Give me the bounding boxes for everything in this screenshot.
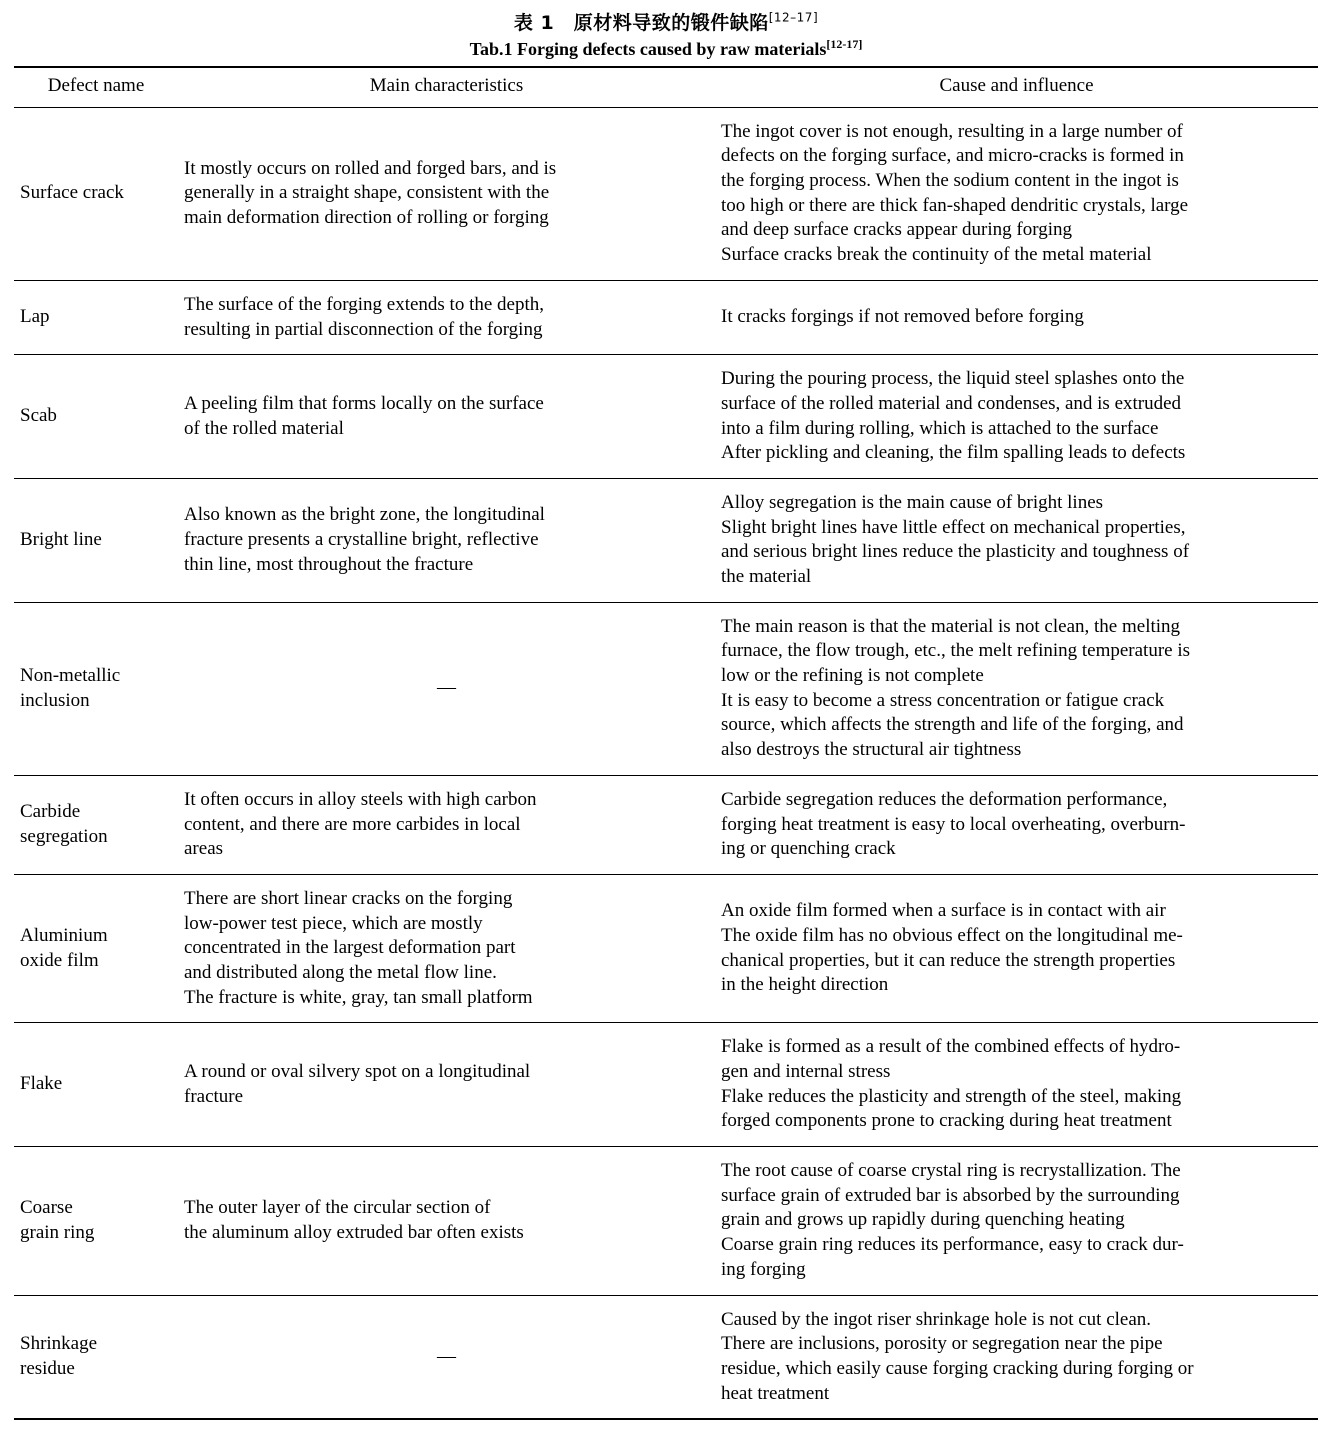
cell-defect-name: [14, 1295, 178, 1419]
text-line: residue: [20, 1357, 75, 1379]
text-line: The fracture is white, gray, tan small platform: [184, 986, 533, 1008]
text-line: Surface cracks break the continuity of the metal material: [721, 244, 1152, 266]
text-line: The oxide film has no obvious effect on the longitudinal me-: [721, 924, 1183, 946]
cell-main-characteristics: [178, 1147, 715, 1295]
text-line: Scab: [20, 405, 57, 427]
text-line: concentrated in the largest deformation part: [184, 937, 516, 959]
text-line: main deformation direction of rolling or forging: [184, 207, 549, 229]
column-header-main-characteristics: Main characteristics: [369, 75, 524, 96]
text-line: low or the refining is not complete: [721, 665, 984, 687]
text-line: Also known as the bright zone, the longitudinal: [184, 504, 545, 526]
table-row: [14, 602, 1318, 775]
text-line: segregation: [20, 825, 108, 847]
cell-main-characteristics: [178, 280, 715, 354]
em-dash-placeholder: —: [437, 677, 456, 699]
cell-cause-and-influence: [715, 1295, 1318, 1419]
text-line: Bright line: [20, 528, 102, 550]
text-line: oxide film: [20, 949, 99, 971]
text-line: A round or oval silvery spot on a longitudinal: [184, 1061, 531, 1082]
text-line: Aluminium: [20, 924, 108, 946]
cell-cause-and-influence: [715, 478, 1318, 602]
text-line: of the rolled material: [184, 417, 344, 439]
text-line: After pickling and cleaning, the film spalling leads to defects: [721, 442, 1186, 464]
text-line: fracture: [184, 1085, 244, 1107]
text-line: It often occurs in alloy steels with high carbon: [184, 788, 537, 810]
text-line: into a film during rolling, which is attached to the surface: [721, 417, 1159, 439]
table-row: [14, 107, 1318, 280]
text-line: and deep surface cracks appear during forging: [721, 219, 1072, 241]
cell-main-characteristics: [178, 355, 715, 479]
cell-defect-name: [14, 602, 178, 775]
text-line: Caused by the ingot riser shrinkage hole is not cut clean.: [721, 1308, 1152, 1330]
text-line: Coarse: [20, 1197, 73, 1219]
text-line: grain ring: [20, 1221, 95, 1243]
table-page: [0, 8, 1332, 1420]
text-line: The surface of the forging extends to the depth,: [184, 293, 545, 315]
cell-defect-name: [14, 1023, 178, 1147]
text-line: defects on the forging surface, and micro-cracks is formed in: [721, 145, 1184, 167]
text-line: ing or quenching crack: [721, 838, 896, 860]
text-line: chanical properties, but it can reduce the strength properties: [721, 949, 1176, 971]
column-header-defect-name: Defect name: [47, 75, 145, 96]
text-line: A peeling film that forms locally on the surface: [184, 392, 544, 414]
cell-cause-and-influence: [715, 775, 1318, 874]
em-dash-placeholder: —: [437, 1345, 456, 1367]
text-line: It mostly occurs on rolled and forged bars, and is: [184, 157, 557, 179]
text-line: Flake is formed as a result of the combined effects of hydro-: [721, 1036, 1181, 1058]
table-row: [14, 1023, 1318, 1147]
text-line: grain and grows up rapidly during quenching heating: [721, 1209, 1125, 1231]
text-line: fracture presents a crystalline bright, reflective: [184, 528, 539, 550]
text-line: Slight bright lines have little effect on mechanical properties,: [721, 516, 1186, 538]
text-line: Alloy segregation is the main cause of bright lines: [721, 491, 1104, 513]
text-line: Surface crack: [20, 182, 124, 204]
cell-main-characteristics: [178, 775, 715, 874]
caption-chinese-reference: [12–17]: [768, 10, 819, 25]
text-line: The ingot cover is not enough, resulting in a large number of: [721, 120, 1183, 142]
text-line: residue, which easily cause forging cracking during forging or: [721, 1357, 1194, 1379]
text-line: Flake reduces the plasticity and strength of the steel, making: [721, 1085, 1182, 1107]
text-line: forging heat treatment is easy to local overheating, overburn-: [721, 813, 1186, 835]
text-line: the material: [721, 566, 812, 587]
cell-main-characteristics: [178, 1023, 715, 1147]
cell-main-characteristics: [178, 1295, 715, 1419]
text-line: furnace, the flow trough, etc., the melt refining temperature is: [721, 640, 1191, 662]
caption-chinese-text: 表 1 原材料导致的锻件缺陷: [513, 12, 769, 34]
text-line: The outer layer of the circular section of: [184, 1197, 491, 1219]
text-line: The main reason is that the material is not clean, the melting: [721, 615, 1181, 637]
text-line: During the pouring process, the liquid steel splashes onto the: [721, 368, 1185, 390]
text-line: source, which affects the strength and life of the forging, and: [721, 714, 1184, 736]
text-line: It is easy to become a stress concentration or fatigue crack: [721, 689, 1165, 711]
cell-defect-name: [14, 280, 178, 354]
cell-main-characteristics: [178, 478, 715, 602]
table-row: [14, 478, 1318, 602]
text-line: There are short linear cracks on the forging: [184, 887, 513, 909]
column-header-cause-and-influence: Cause and influence: [939, 75, 1094, 96]
cell-cause-and-influence: [715, 355, 1318, 479]
cell-cause-and-influence: [715, 280, 1318, 354]
text-line: ing forging: [721, 1258, 806, 1280]
cell-cause-and-influence: [715, 1023, 1318, 1147]
cell-defect-name: [14, 355, 178, 479]
text-line: heat treatment: [721, 1382, 830, 1404]
text-line: also destroys the structural air tightness: [721, 739, 1022, 761]
text-line: It cracks forgings if not removed before forging: [721, 306, 1084, 328]
text-line: generally in a straight shape, consistent with the: [184, 182, 550, 204]
text-line: areas: [184, 838, 224, 860]
text-line: in the height direction: [721, 974, 889, 996]
cell-defect-name: [14, 1147, 178, 1295]
table-row: [14, 775, 1318, 874]
cell-cause-and-influence: [715, 1147, 1318, 1295]
text-line: The root cause of coarse crystal ring is recrystallization. The: [721, 1160, 1181, 1182]
text-line: surface of the rolled material and condenses, and is extruded: [721, 392, 1182, 414]
text-line: resulting in partial disconnection of the forging: [184, 318, 543, 340]
cell-cause-and-influence: [715, 107, 1318, 280]
cell-defect-name: [14, 478, 178, 602]
text-line: and serious bright lines reduce the plasticity and toughness of: [721, 541, 1190, 563]
forging-defects-table: [14, 66, 1318, 1420]
table-header: [14, 67, 1318, 107]
table-row: [14, 1295, 1318, 1419]
text-line: Carbide: [20, 801, 81, 823]
cell-main-characteristics: [178, 602, 715, 775]
table-row: [14, 280, 1318, 354]
cell-defect-name: [14, 107, 178, 280]
caption-english-text: Tab.1 Forging defects caused by raw materials: [469, 39, 827, 59]
cell-main-characteristics: [178, 107, 715, 280]
text-line: An oxide film formed when a surface is in contact with air: [721, 900, 1166, 922]
cell-cause-and-influence: [715, 602, 1318, 775]
text-line: too high or there are thick fan-shaped dendritic crystals, large: [721, 194, 1189, 216]
text-line: Coarse grain ring reduces its performance, easy to crack dur-: [721, 1234, 1184, 1256]
caption-english-reference: [12-17]: [826, 37, 863, 51]
table-row: [14, 355, 1318, 479]
text-line: forged components prone to cracking during heat treatment: [721, 1110, 1172, 1132]
text-line: Shrinkage: [20, 1333, 98, 1355]
table-body: [14, 107, 1318, 1419]
text-line: inclusion: [20, 689, 90, 711]
text-line: Carbide segregation reduces the deformation performance,: [721, 788, 1168, 810]
table-row: [14, 874, 1318, 1022]
text-line: There are inclusions, porosity or segregation near the pipe: [721, 1333, 1163, 1355]
table-row: [14, 1147, 1318, 1295]
cell-defect-name: [14, 874, 178, 1022]
text-line: content, and there are more carbides in local: [184, 813, 521, 835]
text-line: and distributed along the metal flow line.: [184, 961, 497, 983]
text-line: Lap: [20, 306, 50, 328]
cell-cause-and-influence: [715, 874, 1318, 1022]
table-caption-chinese: [14, 8, 1318, 35]
table-caption-english: [14, 37, 1318, 60]
text-line: low-power test piece, which are mostly: [184, 912, 483, 934]
cell-defect-name: [14, 775, 178, 874]
text-line: Flake: [20, 1073, 63, 1095]
table-header-row: [14, 67, 1318, 107]
text-line: the forging process. When the sodium content in the ingot is: [721, 170, 1179, 192]
cell-main-characteristics: [178, 874, 715, 1022]
text-line: thin line, most throughout the fracture: [184, 553, 474, 575]
text-line: the aluminum alloy extruded bar often exists: [184, 1221, 524, 1243]
text-line: gen and internal stress: [721, 1061, 891, 1082]
text-line: Non-metallic: [20, 665, 121, 687]
text-line: surface grain of extruded bar is absorbed by the surrounding: [721, 1184, 1180, 1206]
